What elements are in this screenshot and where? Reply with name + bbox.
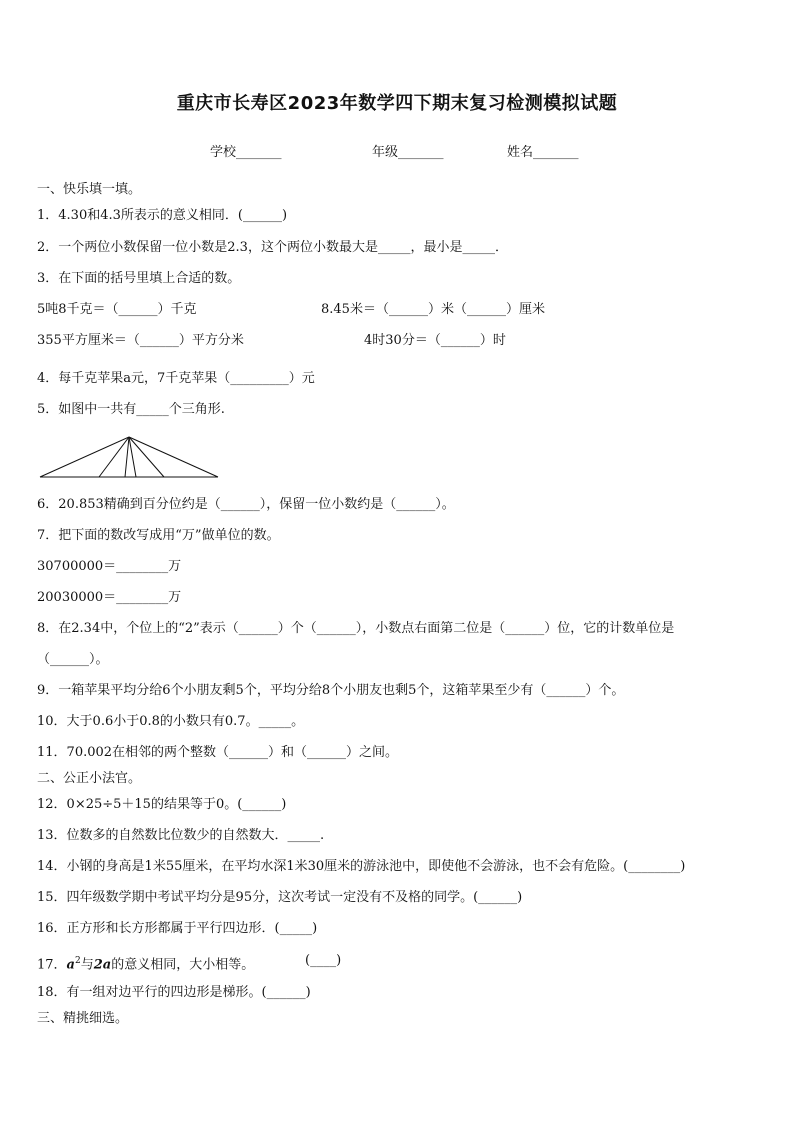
question-11: 11．70.002在相邻的两个整数（______）和（______）之间。 [37,745,399,760]
question-17-exponent: 2 [74,956,81,966]
question-10: 10．大于0.6小于0.8的小数只有0.7。_____。 [37,714,305,729]
section-heading-2: 二、公正小法官。 [37,771,142,786]
school-field: 学校_______ [210,145,282,160]
section-heading-3: 三、精挑细选。 [37,1011,129,1026]
question-3b: 8.45米＝（______）米（______）厘米 [321,302,545,317]
page-title: 重庆市长寿区2023年数学四下期末复习检测模拟试题 [176,93,618,114]
figure-left-edge [40,437,129,477]
question-3c: 355平方厘米＝（______）平方分米 [37,333,244,348]
question-1: 1．4.30和4.3所表示的意义相同．(______) [37,208,288,223]
figure-inner-line-3 [129,437,136,477]
question-17-var-2a: 2a [93,957,112,973]
question-15: 15．四年级数学期中考试平均分是95分，这次考试一定没有不及格的同学。(______) [37,890,523,905]
section-heading-1: 一、快乐填一填。 [37,182,142,197]
figure-inner-line-1 [99,437,129,477]
question-3a: 5吨8千克＝（______）千克 [37,302,197,317]
figure-inner-line-4 [129,437,164,477]
question-12: 12．0×25÷5＋15的结果等于0。(______) [37,797,287,812]
question-3: 3．在下面的括号里填上合适的数。 [37,271,241,286]
triangle-figure [38,434,220,482]
question-2: 2．一个两位小数保留一位小数是2.3，这个两位小数最大是_____，最小是_____． [37,240,508,255]
question-7: 7．把下面的数改写成用“万”做单位的数。 [37,528,280,543]
question-6: 6．20.853精确到百分位约是（______），保留一位小数约是（______）。 [37,497,455,512]
question-13: 13．位数多的自然数比位数少的自然数大．_____. [37,828,325,843]
figure-inner-line-2 [125,437,129,477]
question-9: 9．一箱苹果平均分给6个小朋友剩5个，平均分给8个小朋友也剩5个，这箱苹果至少有（______）个。 [37,683,625,698]
question-14: 14．小钢的身高是1米55厘米，在平均水深1米30厘米的游泳池中，即使他不会游泳，也不会有危险。(________) [37,859,686,874]
question-17-blank: (____) [305,953,342,968]
grade-field: 年级_______ [372,145,444,160]
question-17-number: 17． [37,957,67,973]
figure-right-edge [129,437,218,477]
question-5: 5．如图中一共有_____个三角形. [37,402,225,417]
question-16: 16．正方形和长方形都属于平行四边形．(_____) [37,921,318,936]
question-17-var-a: a [66,957,75,973]
question-17 [37,953,254,973]
question-3d: 4时30分＝（______）时 [364,333,506,348]
name-field: 姓名_______ [507,145,579,160]
question-17-text: 的意义相同，大小相等。 [111,957,255,973]
question-17-connector: 与 [80,957,94,973]
question-18: 18．有一组对边平行的四边形是梯形。(______) [37,985,311,1000]
question-4: 4．每千克苹果a元，7千克苹果（_________）元 [37,371,315,386]
question-8-continued: （______）。 [37,652,109,667]
question-7b: 20030000＝________万 [37,590,182,605]
question-8: 8．在2.34中，个位上的“2”表示（______）个（______），小数点右面第二位是（______）位，它的计数单位是 [37,621,675,636]
question-7a: 30700000＝________万 [37,559,182,574]
